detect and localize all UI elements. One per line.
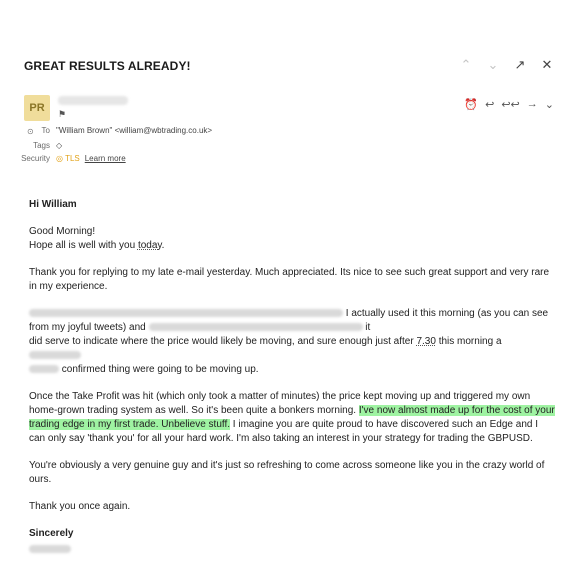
reply-all-icon[interactable]: ↩↩ [501, 99, 520, 111]
security-row [0, 154, 126, 163]
p3-text-d-end: this morning a [435, 336, 502, 347]
p1-end: . [161, 240, 165, 251]
close-icon[interactable]: ✕ [541, 57, 553, 72]
tag-icon[interactable]: ◇ [56, 141, 63, 150]
tls-text: TLS [65, 154, 80, 163]
p3-text-c: it [365, 322, 371, 333]
tls-badge [56, 154, 80, 163]
redacted-signature [29, 545, 71, 553]
to-value[interactable]: "William Brown" <william@wbtrading.co.uk> [56, 126, 213, 135]
paragraph-4 [29, 390, 555, 446]
paragraph-3 [29, 307, 555, 377]
recipient-status-icon: ⊙ [27, 127, 34, 136]
paragraph-5: You're obviously a very genuine guy and it's just so refreshing to come across someone like you in the crazy world of ours. [29, 460, 545, 485]
flag-icon[interactable]: ⚑ [58, 109, 67, 119]
email-body [29, 198, 555, 555]
previous-message-icon[interactable]: ⌃ [460, 57, 472, 72]
redacted-text [29, 351, 81, 359]
p1-line-b: Hope all is well with you [29, 240, 138, 251]
security-label: Security [21, 154, 50, 163]
to-label: To [41, 126, 50, 135]
p4-text-b: I imagine you are quite proud to have discovered such an Edge and I can only say 'thank you' for all your hard work. I'm also taking an interest in your strategy for trading the GBPUSD. [29, 419, 539, 444]
p3-text-e: confirmed thing were going to be moving up. [61, 364, 259, 375]
redacted-text [149, 323, 363, 331]
paragraph-2: Thank you for replying to my late e-mail yesterday. Much appreciated. Its nice to see such great support and very rare in my experience. [29, 267, 550, 292]
sender-avatar: PR [24, 95, 50, 121]
shield-check-icon: ◎ [56, 154, 63, 163]
redacted-text [29, 309, 343, 317]
reply-icon[interactable]: ↩ [485, 99, 495, 111]
p3-text-a: I actually used it this morning (as you can see [345, 308, 549, 319]
highlighted-text: I've now almost made up for the cost of your trading edge in my first trade. Unbelieve stuff. [29, 405, 555, 430]
forward-icon[interactable]: → [526, 98, 538, 110]
p1-line-a: Good Morning! [29, 226, 96, 237]
message-actions [464, 98, 554, 111]
sender-name-redacted [58, 96, 128, 105]
tags-label: Tags [33, 141, 50, 150]
email-nav-bar [459, 57, 554, 73]
tags-row [0, 141, 62, 150]
signoff: Sincerely [29, 528, 74, 539]
more-actions-icon[interactable]: ⌄ [544, 99, 554, 111]
p4-text-a: Once the Take Profit was hit (which only took a matter of minutes) the price kept moving up and triggered my own home-grown trading system as well. So it's been quite a bonkers morning. [29, 391, 531, 416]
learn-more-link[interactable]: Learn more [84, 154, 126, 163]
p1-today: today [137, 240, 162, 251]
redacted-text [29, 365, 59, 373]
p3-text-b: from my joyful tweets) and [29, 322, 146, 333]
p3-time: 7.30 [416, 336, 436, 347]
next-message-icon[interactable]: ⌄ [487, 57, 499, 72]
email-subject: GREAT RESULTS ALREADY! [24, 59, 191, 73]
snooze-icon[interactable]: ⏰ [464, 99, 479, 111]
paragraph-6: Thank you once again. [29, 501, 131, 512]
paragraph-1 [29, 225, 555, 253]
to-row [0, 126, 212, 135]
greeting: Hi William [29, 199, 77, 210]
p3-text-d: did serve to indicate where the price would likely be moving, and sure enough just after [29, 336, 417, 347]
popout-icon[interactable]: ↗ [514, 57, 526, 72]
